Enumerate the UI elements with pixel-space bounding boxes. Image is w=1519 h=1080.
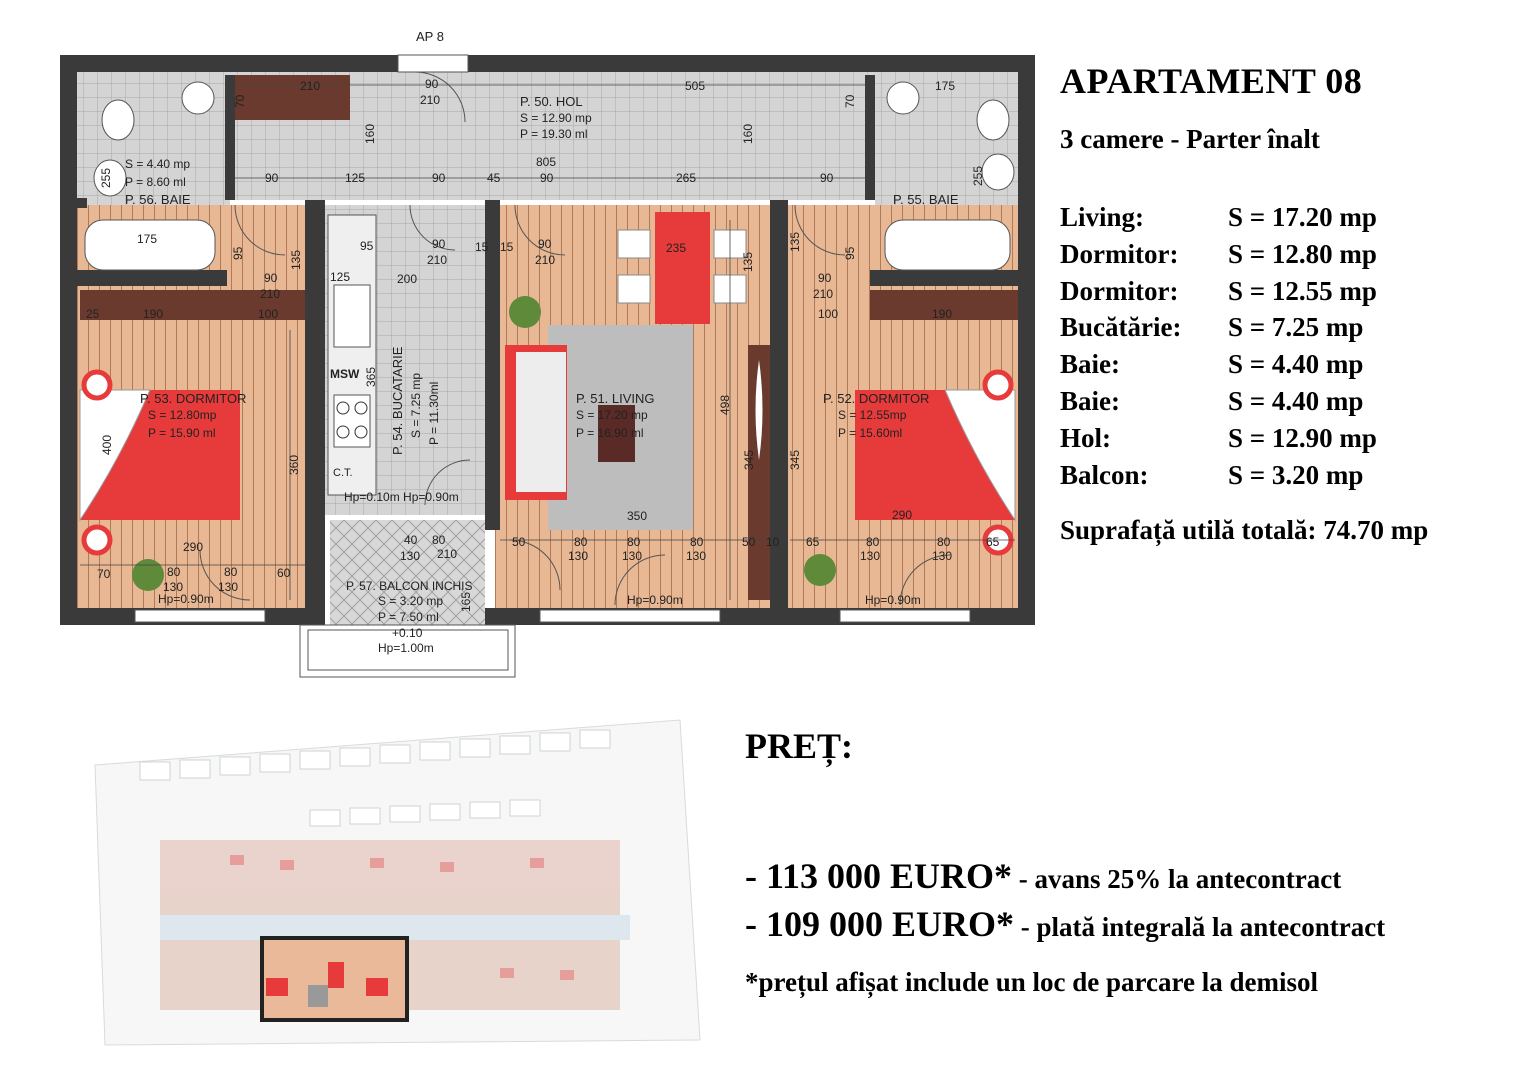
dim-label: 70 (97, 567, 111, 581)
price-terms: - avans 25% la antecontract (1012, 864, 1342, 894)
dorm53-perimeter: P = 15.90 ml (148, 426, 216, 440)
room-row (1060, 236, 1510, 273)
dim-label: 190 (932, 307, 953, 321)
balcony-label: P. 57. BALCON INCHIS (346, 579, 473, 593)
dim-label: 210 (260, 287, 281, 301)
dim-label: 80 (627, 535, 641, 549)
room-name: Dormitor: (1060, 275, 1179, 306)
dim-label: 135 (289, 249, 303, 270)
dim-label: 265 (676, 171, 697, 185)
dim-label: 210 (535, 253, 556, 267)
baie56-label: P. 56. BAIE (125, 192, 191, 207)
room-area: S = 17.20 mp (1228, 202, 1377, 232)
dim-label: 200 (397, 272, 418, 286)
dim-label: 210 (300, 79, 321, 93)
hol-label: P. 50. HOL (520, 94, 583, 109)
dim-label: 130 (568, 549, 589, 563)
floor-plan (0, 0, 1045, 700)
room-area: S = 3.20 mp (1228, 459, 1364, 490)
dorm52-label: P. 52. DORMITOR (823, 391, 930, 406)
dim-label: 80 (690, 535, 704, 549)
room-area: S = 12.90 mp (1228, 422, 1377, 453)
living-label: P. 51. LIVING (576, 391, 655, 406)
dim-label: 498 (718, 394, 732, 415)
dim-label: 95 (843, 246, 857, 260)
room-name: Hol: (1060, 422, 1111, 453)
dim-label: 130 (163, 580, 184, 594)
room-area: S = 4.40 mp (1228, 385, 1364, 416)
dim-label: 90 (264, 271, 278, 285)
room-area: S = 12.55 mp (1228, 275, 1377, 306)
dim-label: 175 (935, 79, 956, 93)
dim-label: 805 (536, 155, 557, 169)
dim-label: 210 (437, 547, 458, 561)
room-area-list (1060, 199, 1510, 493)
dim-label: 95 (231, 246, 245, 260)
living-hp: Hp=0.90m (627, 593, 683, 607)
dim-label: 50 (512, 535, 526, 549)
dim-label: 100 (818, 307, 839, 321)
dim-label: 125 (345, 171, 366, 185)
room-area: S = 4.40 mp (1228, 349, 1364, 380)
dim-label: 90 (265, 171, 279, 185)
dim-label: 45 (487, 171, 501, 185)
dim-label: 125 (330, 270, 351, 284)
room-row (1060, 457, 1510, 494)
dim-label: 160 (363, 123, 377, 144)
room-name: Living: (1060, 202, 1145, 232)
dim-label: 255 (99, 167, 113, 188)
dim-label: 505 (685, 79, 706, 93)
living-perimeter: P = 16.90 ml (576, 426, 644, 440)
room-row (1060, 273, 1510, 310)
dim-label: 235 (666, 241, 687, 255)
price-panel (745, 725, 1515, 998)
dim-label: 210 (427, 253, 448, 267)
dim-label: 10 (766, 535, 780, 549)
price-option (745, 855, 1515, 897)
price-title: PREȚ: (745, 726, 853, 766)
dim-label: 90 (425, 77, 439, 91)
room-name: Dormitor: (1060, 238, 1179, 269)
dim-label: 210 (420, 93, 441, 107)
dim-label: 90 (538, 237, 552, 251)
site-plan-drawing (80, 700, 720, 1065)
baie55-label: P. 55. BAIE (893, 192, 959, 207)
apartment-title: APARTAMENT 08 (1060, 61, 1363, 101)
dim-label: 130 (218, 580, 239, 594)
dim-label: 130 (622, 549, 643, 563)
apartment-info (1060, 60, 1510, 546)
dim-label: 40 (404, 533, 418, 547)
baie56-area: S = 4.40 mp (125, 157, 191, 171)
dim-label: 255 (971, 165, 985, 186)
dim-label: 160 (741, 123, 755, 144)
balcony-hp: Hp=1.00m (378, 641, 434, 655)
dim-label: 210 (813, 287, 834, 301)
balcony-perimeter: P = 7.50 ml (378, 610, 439, 624)
dim-label: 80 (167, 565, 181, 579)
dim-label: 90 (432, 237, 446, 251)
dim-label: 95 (360, 239, 374, 253)
dim-label: 15 (500, 240, 514, 254)
dim-label: 130 (860, 549, 881, 563)
dim-label: 175 (137, 232, 158, 246)
room-name: Balcon: (1060, 459, 1149, 490)
dim-label: 130 (686, 549, 707, 563)
dorm52-perimeter: P = 15.60ml (838, 426, 903, 440)
dim-label: 400 (100, 434, 114, 455)
price-amount: - 109 000 EURO* (745, 904, 1014, 944)
dorm52-hp: Hp=0.90m (865, 593, 921, 607)
apartment-subtitle: 3 camere - Parter înalt (1060, 124, 1320, 154)
dorm53-area: S = 12.80mp (148, 408, 217, 422)
room-area: S = 12.80 mp (1228, 238, 1377, 269)
balcony-level: +0.10 (392, 626, 423, 640)
dorm52-area: S = 12.55mp (838, 408, 907, 422)
floor-plan-drawing (0, 0, 1045, 700)
room-name: Baie: (1060, 349, 1120, 380)
dim-label: 80 (937, 535, 951, 549)
highlighted-apartment (262, 938, 407, 1020)
dim-label: 80 (224, 565, 238, 579)
ct-label: C.T. (333, 467, 353, 479)
dim-label: 290 (183, 540, 204, 554)
hol-perimeter: P = 19.30 ml (520, 127, 588, 141)
dorm53-hp: Hp=0.90m (158, 592, 214, 606)
total-area: Suprafață utilă totală: 74.70 mp (1060, 515, 1429, 546)
dim-label: 290 (892, 508, 913, 522)
dim-label: 360 (287, 454, 301, 475)
dim-label: 90 (540, 171, 554, 185)
price-terms: - plată integrală la antecontract (1014, 912, 1386, 942)
dim-label: 135 (788, 231, 802, 252)
price-amount: - 113 000 EURO* (745, 856, 1013, 896)
dim-label: 50 (742, 535, 756, 549)
kitchen-label: P. 54. BUCATARIE (390, 346, 405, 455)
room-name: Bucătărie: (1060, 312, 1182, 343)
msw-label: MSW (330, 367, 360, 381)
living-area: S = 17.20 mp (576, 408, 648, 422)
dim-label: 80 (574, 535, 588, 549)
kitchen-area: S = 7.25 mp (409, 372, 423, 438)
dim-label: 70 (843, 94, 857, 108)
dim-label: 165 (459, 591, 473, 612)
room-row (1060, 199, 1510, 236)
dim-label: 90 (820, 171, 834, 185)
dim-label: 345 (742, 449, 756, 470)
apartment-tag: AP 8 (416, 29, 444, 44)
hall-wardrobe (235, 75, 350, 120)
dim-label: 135 (741, 251, 755, 272)
hol-area: S = 12.90 mp (520, 111, 592, 125)
dim-label: 90 (818, 271, 832, 285)
dim-label: 345 (788, 449, 802, 470)
price-note: *prețul afișat include un loc de parcare la demisol (745, 967, 1319, 997)
dim-label: 365 (364, 366, 378, 387)
dim-label: 60 (277, 566, 291, 580)
dim-label: 100 (258, 307, 279, 321)
baie56-perimeter: P = 8.60 ml (125, 175, 186, 189)
dim-label: 25 (86, 307, 100, 321)
balcony-area: S = 3.20 mp (378, 594, 444, 608)
room-row (1060, 420, 1510, 457)
room-row (1060, 346, 1510, 383)
dim-label: 350 (627, 509, 648, 523)
dim-label: 130 (932, 549, 953, 563)
dim-label: 65 (806, 535, 820, 549)
room-row (1060, 383, 1510, 420)
dim-label: 80 (432, 533, 446, 547)
dim-label: 90 (432, 171, 446, 185)
kitchen-perimeter: P = 11.30ml (427, 381, 441, 445)
kitchen-counter (328, 215, 376, 495)
room-name: Baie: (1060, 385, 1120, 416)
dim-label: 80 (866, 535, 880, 549)
site-plan (80, 700, 720, 1065)
dorm53-label: P. 53. DORMITOR (140, 391, 247, 406)
room-row (1060, 309, 1510, 346)
dim-label: 130 (400, 549, 421, 563)
dim-label: 65 (986, 535, 1000, 549)
dim-label: 190 (143, 307, 164, 321)
kitchen-hp: Hp=0.10m Hp=0.90m (344, 490, 459, 504)
dim-label: 15 (475, 240, 489, 254)
dim-label: 70 (233, 94, 247, 108)
price-option (745, 903, 1515, 945)
room-area: S = 7.25 mp (1228, 312, 1364, 343)
